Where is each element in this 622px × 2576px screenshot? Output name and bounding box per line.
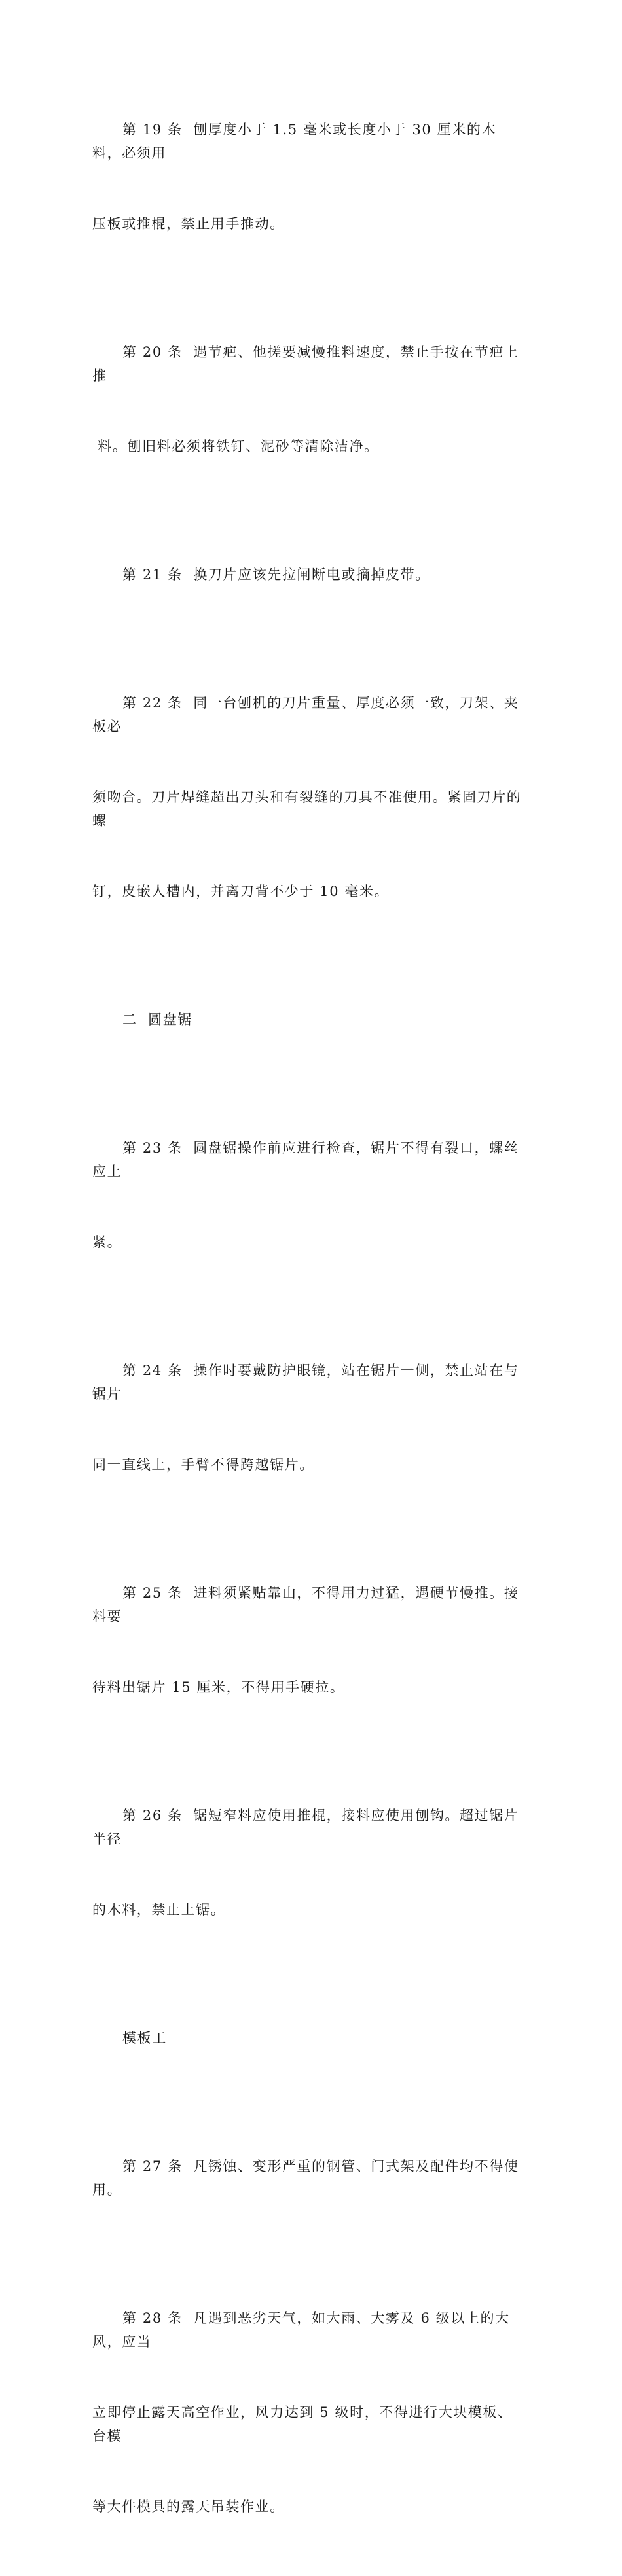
text-line: 第 19 条 刨厚度小于 1.5 毫米或长度小于 30 厘米的木料，必须用 bbox=[92, 122, 497, 161]
text-line: 须吻合。刀片焊缝超出刀头和有裂缝的刀具不准使用。紧固刀片的螺 bbox=[92, 789, 522, 829]
text-line: 的木料，禁止上锯。 bbox=[92, 1902, 226, 1918]
text-line: 第 24 条 操作时要戴防护眼镜，站在锯片一侧，禁止站在与锯片 bbox=[92, 1363, 519, 1402]
text-line: 第 25 条 进料须紧贴靠山，不得用力过猛，遇硬节慢推。接料要 bbox=[92, 1585, 519, 1624]
text-line: 钉，皮嵌人槽内，并离刀背不少于 10 毫米。 bbox=[92, 884, 390, 899]
text-line: 第 22 条 同一台刨机的刀片重量、厚度必须一致，刀架、夹板必 bbox=[92, 695, 519, 734]
text-line: 第 21 条 换刀片应该先拉闸断电或摘掉皮带。 bbox=[122, 567, 430, 582]
article-22 bbox=[92, 644, 524, 950]
text-line: 料。刨旧料必须将铁钉、泥砂等清除洁净。 bbox=[92, 438, 379, 454]
text-line: 同一直线上，手臂不得跨越锯片。 bbox=[92, 1457, 314, 1473]
section-heading: 二 圆盘锯 bbox=[122, 1012, 192, 1028]
document-page bbox=[92, 71, 524, 2576]
text-line: 紧。 bbox=[92, 1234, 122, 1250]
article-21 bbox=[92, 516, 524, 634]
section-heading-circular-saw bbox=[92, 961, 524, 1079]
text-line: 第 23 条 圆盘锯操作前应进行检查，锯片不得有裂口，螺丝应上 bbox=[92, 1140, 519, 1179]
text-line: 压板或推棍，禁止用手推动。 bbox=[92, 216, 285, 232]
section-heading: 模板工 bbox=[122, 2030, 167, 2046]
text-line: 第 26 条 锯短窄料应使用推棍，接料应使用刨钩。超过锯片半径 bbox=[92, 1808, 519, 1847]
article-19 bbox=[92, 71, 524, 283]
article-20 bbox=[92, 293, 524, 505]
text-line: 等大件模具的露天吊装作业。 bbox=[92, 2499, 285, 2514]
text-line: 第 20 条 遇节疤、他搓要减慢推料速度，禁止手按在节疤上推 bbox=[92, 344, 519, 384]
article-24 bbox=[92, 1312, 524, 1524]
section-heading-formwork bbox=[92, 1979, 524, 2097]
article-28 bbox=[92, 2259, 524, 2566]
article-25 bbox=[92, 1534, 524, 1746]
article-26 bbox=[92, 1757, 524, 1969]
text-line: 立即停止露天高空作业，风力达到 5 级时，不得进行大块模板、台模 bbox=[92, 2405, 513, 2444]
text-line: 待料出锯片 15 厘米，不得用手硬拉。 bbox=[92, 1679, 345, 1695]
text-line: 第 27 条 凡锈蚀、变形严重的钢管、门式架及配件均不得使用。 bbox=[92, 2158, 519, 2198]
article-23 bbox=[92, 1089, 524, 1301]
text-line: 第 28 条 凡遇到恶劣天气，如大雨、大雾及 6 级以上的大风，应当 bbox=[92, 2310, 510, 2350]
article-27 bbox=[92, 2107, 524, 2249]
